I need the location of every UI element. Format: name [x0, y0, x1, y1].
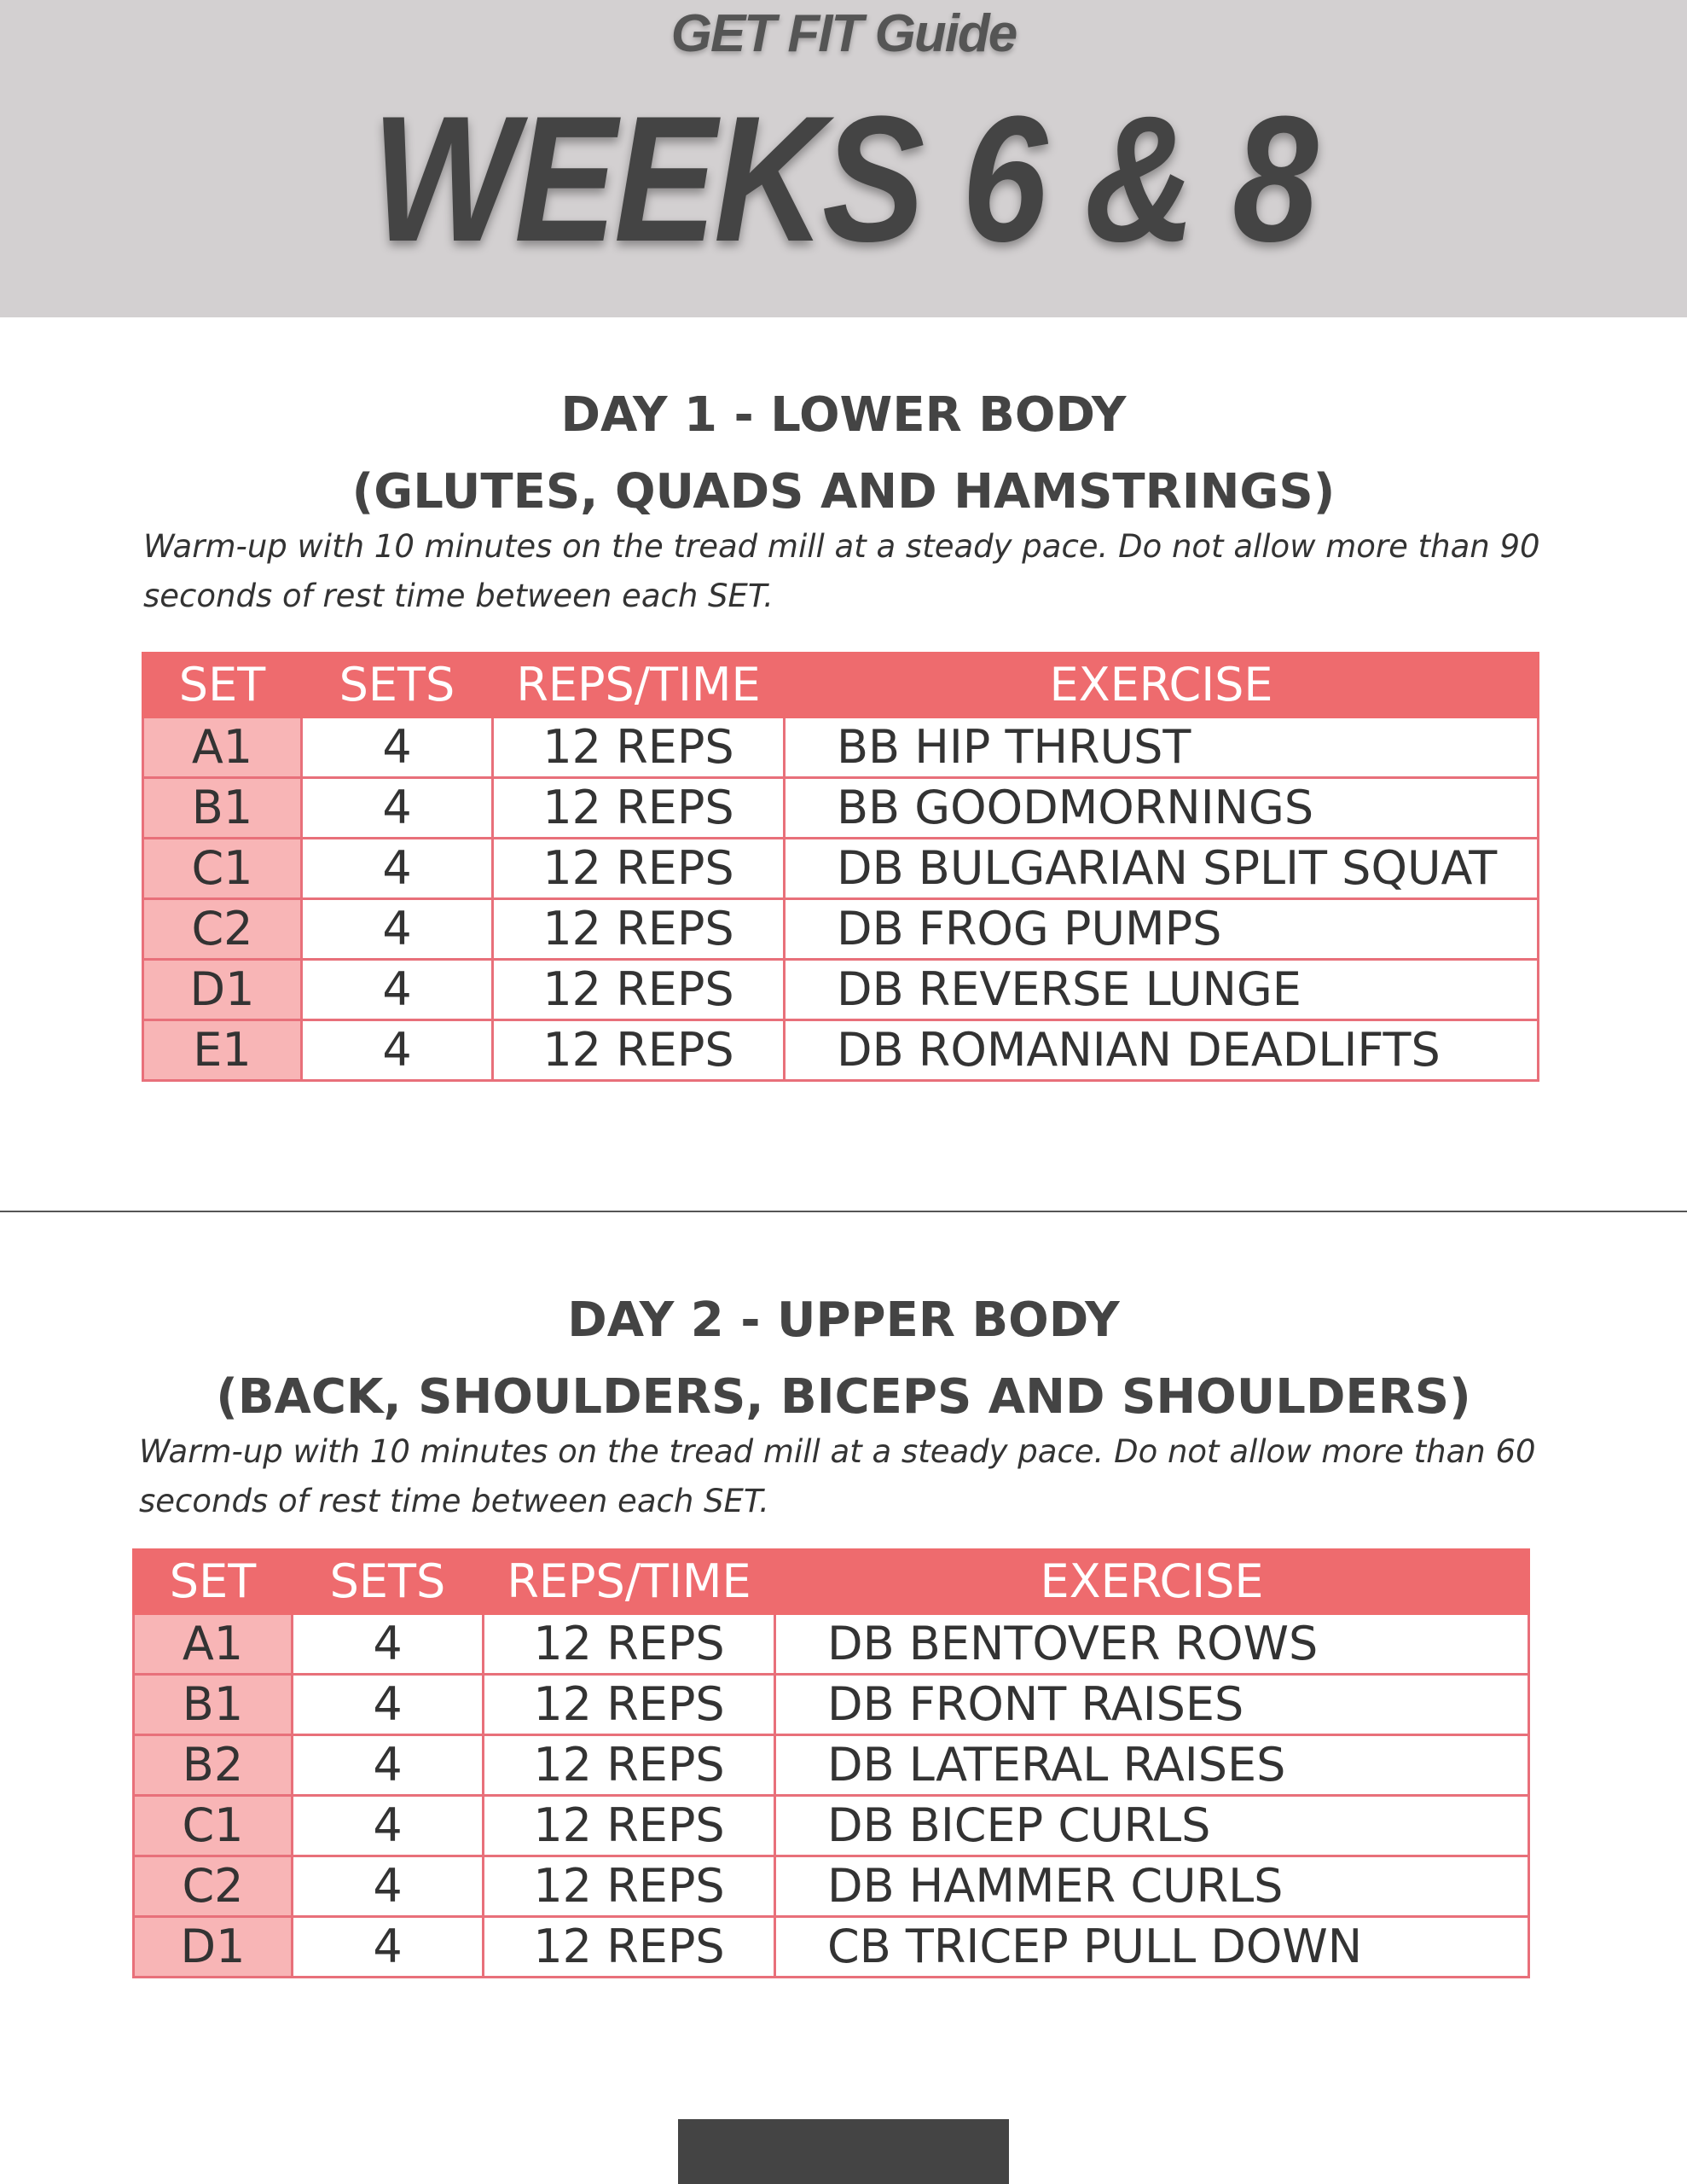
reps-cell: 12 REPS [484, 1735, 775, 1796]
sets-cell: 4 [302, 717, 493, 778]
reps-cell: 12 REPS [484, 1675, 775, 1735]
column-header-set: SET [134, 1550, 293, 1614]
day1-title: DAY 1 - LOWER BODY [560, 387, 1127, 443]
column-header-exercise: EXERCISE [775, 1550, 1529, 1614]
exercise-cell: DB REVERSE LUNGE [785, 960, 1539, 1020]
sets-cell: 4 [302, 1020, 493, 1081]
table-row [143, 899, 1539, 960]
reps-cell: 12 REPS [493, 778, 785, 839]
table-row [134, 1614, 1529, 1675]
day2-title: DAY 2 - UPPER BODY [567, 1292, 1120, 1348]
exercise-cell: DB HAMMER CURLS [775, 1856, 1529, 1917]
table-row [143, 1020, 1539, 1081]
sets-cell: 4 [302, 839, 493, 899]
sets-cell: 4 [293, 1614, 484, 1675]
table-row [143, 960, 1539, 1020]
header-band [0, 0, 1687, 317]
set-code-cell: B1 [143, 778, 302, 839]
sets-cell: 4 [302, 778, 493, 839]
table-row [134, 1796, 1529, 1856]
reps-cell: 12 REPS [493, 1020, 785, 1081]
exercise-cell: DB BENTOVER ROWS [775, 1614, 1529, 1675]
section-divider [0, 1211, 1687, 1212]
table-header-row [143, 653, 1539, 717]
exercise-cell: DB FROG PUMPS [785, 899, 1539, 960]
set-code-cell: D1 [143, 960, 302, 1020]
exercise-cell: DB ROMANIAN DEADLIFTS [785, 1020, 1539, 1081]
sets-cell: 4 [302, 899, 493, 960]
reps-cell: 12 REPS [484, 1614, 775, 1675]
set-code-cell: D1 [134, 1917, 293, 1978]
sets-cell: 4 [302, 960, 493, 1020]
day2-table [132, 1548, 1530, 1978]
exercise-cell: DB BULGARIAN SPLIT SQUAT [785, 839, 1539, 899]
set-code-cell: C2 [143, 899, 302, 960]
table-header-row [134, 1550, 1529, 1614]
sets-cell: 4 [293, 1796, 484, 1856]
day1-warmup-line2: seconds of rest time between each SET. [143, 578, 774, 614]
set-code-cell: B2 [134, 1735, 293, 1796]
set-code-cell: E1 [143, 1020, 302, 1081]
table-row [134, 1856, 1529, 1917]
column-header-reps: REPS/TIME [484, 1550, 775, 1614]
table-row [143, 778, 1539, 839]
day2-warmup-line2: seconds of rest time between each SET. [139, 1483, 769, 1519]
column-header-reps: REPS/TIME [493, 653, 785, 717]
exercise-cell: DB BICEP CURLS [775, 1796, 1529, 1856]
reps-cell: 12 REPS [493, 717, 785, 778]
column-header-sets: SETS [302, 653, 493, 717]
table-row [143, 717, 1539, 778]
reps-cell: 12 REPS [484, 1856, 775, 1917]
day1-table [142, 652, 1539, 1082]
day1-warmup-line1: Warm-up with 10 minutes on the tread mill at a steady pace. Do not allow more than 90 [143, 528, 1540, 565]
exercise-cell: CB TRICEP PULL DOWN [775, 1917, 1529, 1978]
exercise-cell: BB HIP THRUST [785, 717, 1539, 778]
reps-cell: 12 REPS [493, 839, 785, 899]
sets-cell: 4 [293, 1675, 484, 1735]
day1-warmup [143, 522, 1542, 621]
reps-cell: 12 REPS [493, 899, 785, 960]
column-header-exercise: EXERCISE [785, 653, 1539, 717]
sets-cell: 4 [293, 1917, 484, 1978]
table-row [134, 1917, 1529, 1978]
set-code-cell: C2 [134, 1856, 293, 1917]
exercise-cell: BB GOODMORNINGS [785, 778, 1539, 839]
set-code-cell: A1 [143, 717, 302, 778]
exercise-cell: DB FRONT RAISES [775, 1675, 1529, 1735]
set-code-cell: C1 [143, 839, 302, 899]
table-row [134, 1675, 1529, 1735]
reps-cell: 12 REPS [493, 960, 785, 1020]
reps-cell: 12 REPS [484, 1917, 775, 1978]
day2-warmup [139, 1427, 1538, 1526]
day2-warmup-line1: Warm-up with 10 minutes on the tread mill at a steady pace. Do not allow more than 60 [139, 1433, 1536, 1470]
set-code-cell: B1 [134, 1675, 293, 1735]
sets-cell: 4 [293, 1856, 484, 1917]
column-header-set: SET [143, 653, 302, 717]
set-code-cell: C1 [134, 1796, 293, 1856]
set-code-cell: A1 [134, 1614, 293, 1675]
sets-cell: 4 [293, 1735, 484, 1796]
brand-title: GET FIT Guide [670, 4, 1017, 63]
table-row [134, 1735, 1529, 1796]
exercise-cell: DB LATERAL RAISES [775, 1735, 1529, 1796]
column-header-sets: SETS [293, 1550, 484, 1614]
page-title: WEEKS 6 & 8 [371, 78, 1316, 279]
table-row [143, 839, 1539, 899]
footer-bar [678, 2119, 1009, 2184]
day2-subtitle: (BACK, SHOULDERS, BICEPS AND SHOULDERS) [216, 1369, 1471, 1425]
day1-subtitle: (GLUTES, QUADS AND HAMSTRINGS) [351, 464, 1336, 520]
reps-cell: 12 REPS [484, 1796, 775, 1856]
